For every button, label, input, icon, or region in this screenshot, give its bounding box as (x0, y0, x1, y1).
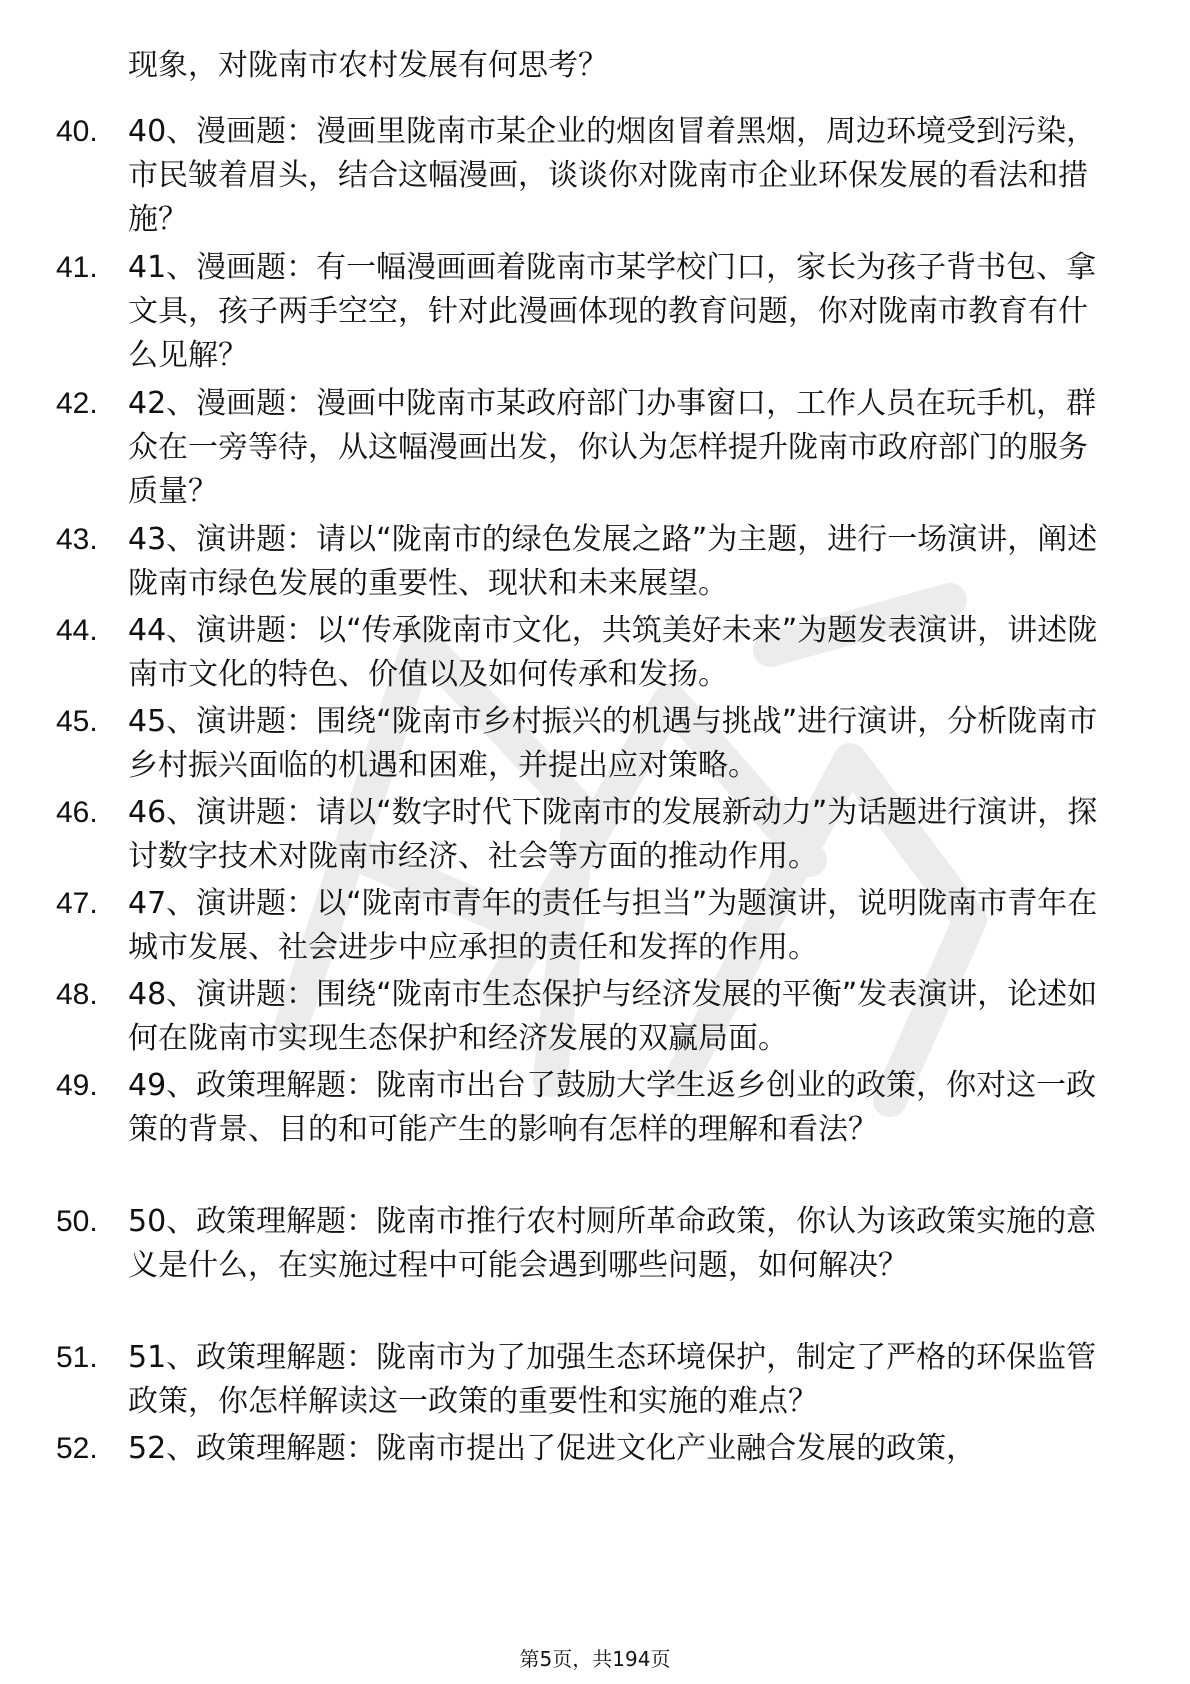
item-text: 42、漫画题：漫画中陇南市某政府部门办事窗口，工作人员在玩手机，群众在一旁等待，从这幅漫画出发，你认为怎样提升陇南市政府部门的服务质量？ (128, 386, 1097, 509)
item-text: 43、演讲题：请以“陇南市的绿色发展之路”为主题，进行一场演讲，阐述陇南市绿色发展的重要性、现状和未来展望。 (128, 522, 1098, 601)
item-text: 46、演讲题：请以“数字时代下陇南市的发展新动力”为话题进行演讲，探讨数字技术对陇南市经济、社会等方面的推动作用。 (128, 795, 1098, 874)
item-number: 46. (56, 796, 98, 829)
item-number: 47. (56, 887, 98, 920)
item-number: 42. (56, 387, 98, 420)
item-text: 50、政策理解题：陇南市推行农村厕所革命政策，你认为该政策实施的意义是什么，在实施过程中可能会遇到哪些问题，如何解决？ (128, 1204, 1097, 1283)
item-text: 45、演讲题：围绕“陇南市乡村振兴的机遇与挑战”进行演讲，分析陇南市乡村振兴面临的机遇和困难，并提出应对策略。 (128, 704, 1098, 783)
page-footer: 第5页，共194页 (519, 1647, 671, 1671)
item-number: 40. (56, 115, 98, 148)
item-number: 52. (56, 1432, 98, 1465)
item-text: 48、演讲题：围绕“陇南市生态保护与经济发展的平衡”发表演讲，论述如何在陇南市实现生态保护和经济发展的双赢局面。 (128, 977, 1098, 1056)
item-text: 51、政策理解题：陇南市为了加强生态环境保护，制定了严格的环保监管政策，你怎样解读这一政策的重要性和实施的难点？ (128, 1340, 1097, 1419)
item-number: 44. (56, 614, 98, 647)
item-number: 51. (56, 1341, 98, 1374)
item-text: 40、漫画题：漫画里陇南市某企业的烟囱冒着黑烟，周边环境受到污染，市民皱着眉头，结合这幅漫画，谈谈你对陇南市企业环保发展的看法和措施？ (128, 114, 1097, 237)
item-text: 47、演讲题：以“陇南市青年的责任与担当”为题演讲，说明陇南市青年在城市发展、社会进步中应承担的责任和发挥的作用。 (128, 886, 1098, 965)
item-text: 52、政策理解题：陇南市提出了促进文化产业融合发展的政策， (128, 1431, 977, 1466)
item-number: 45. (56, 705, 98, 738)
continued-paragraph: 现象，对陇南市农村发展有何思考？ (128, 48, 608, 83)
item-number: 50. (56, 1205, 98, 1238)
item-number: 48. (56, 978, 98, 1011)
item-number: 43. (56, 523, 98, 556)
item-text: 49、政策理解题：陇南市出台了鼓励大学生返乡创业的政策，你对这一政策的背景、目的和可能产生的影响有怎样的理解和看法？ (128, 1068, 1097, 1147)
item-number: 41. (56, 251, 98, 284)
item-text: 44、演讲题：以“传承陇南市文化，共筑美好未来”为题发表演讲，讲述陇南市文化的特色、价值以及如何传承和发扬。 (128, 613, 1098, 692)
item-number: 49. (56, 1069, 98, 1102)
item-text: 41、漫画题：有一幅漫画画着陇南市某学校门口，家长为孩子背书包、拿文具，孩子两手空空，针对此漫画体现的教育问题，你对陇南市教育有什么见解？ (128, 250, 1097, 373)
